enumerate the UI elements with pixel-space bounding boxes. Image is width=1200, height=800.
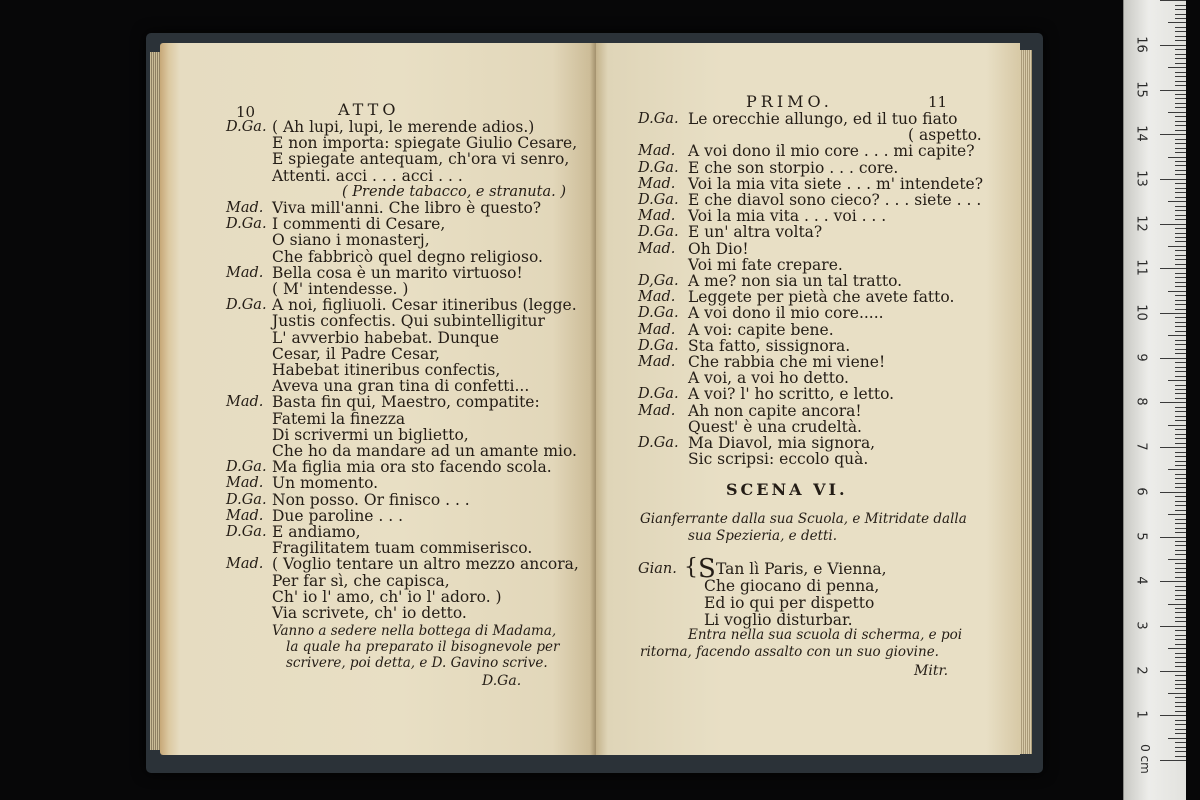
speaker-label: D.Ga. <box>226 491 267 508</box>
ruler-tick <box>1175 371 1186 372</box>
text-line: ( Voglio tentare un altro mezzo ancora, <box>272 555 579 574</box>
ruler-tick <box>1175 197 1186 198</box>
ruler-tick <box>1175 304 1186 305</box>
ruler-tick <box>1175 429 1186 430</box>
ruler-tick <box>1175 411 1186 412</box>
speaker-label: Mad. <box>638 289 676 306</box>
ruler-tick <box>1175 31 1186 32</box>
ruler-tick <box>1175 237 1186 238</box>
ruler-tick <box>1175 295 1186 296</box>
ruler-tick <box>1168 469 1186 470</box>
text-line: A me? non sia un tal tratto. <box>688 272 903 290</box>
text-line: Attenti. acci . . . acci . . . <box>272 166 463 185</box>
speaker-label: D.Ga. <box>638 159 679 176</box>
ruler-tick <box>1175 563 1186 564</box>
ruler-tick <box>1175 434 1186 435</box>
text-line: A voi, a voi ho detto. <box>688 369 849 388</box>
ruler-number: 2 <box>1133 665 1149 675</box>
ruler-tick <box>1175 452 1186 453</box>
ruler-tick <box>1168 335 1186 336</box>
text-line: Le orecchie allungo, ed il tuo fiato <box>688 110 958 128</box>
ruler-tick <box>1175 130 1186 131</box>
ruler-tick <box>1160 313 1186 314</box>
ruler-tick <box>1175 183 1186 184</box>
ruler-tick <box>1175 161 1186 162</box>
ruler-tick <box>1175 277 1186 278</box>
ruler-tick <box>1175 532 1186 533</box>
text-line: Voi la mia vita . . . voi . . . <box>688 207 887 226</box>
text-line: Voi mi fate crepare. <box>688 255 843 274</box>
ruler-tick <box>1175 528 1186 529</box>
text-line: Fatemi la finezza <box>272 409 406 428</box>
speaker-label: D.Ga. <box>226 119 267 135</box>
text-line: E non importa: spiegate Giulio Cesare, <box>272 134 578 153</box>
speaker-label: D.Ga. <box>638 224 679 241</box>
ruler-number: 14 <box>1133 125 1149 142</box>
speaker-label: D.Ga. <box>226 459 267 476</box>
text-line: Via scrivete, ch' io detto. <box>272 604 467 622</box>
text-line: Fragilitatem tuam commiserisco. <box>272 539 533 558</box>
ruler-tick <box>1175 389 1186 390</box>
scene-description-line: Gianferrante dalla sua Scuola, e Mitridate dalla <box>640 511 967 527</box>
speaker-label: D.Ga. <box>638 305 679 322</box>
ruler-tick <box>1175 733 1186 734</box>
song-line: Li voglio disturbar. <box>704 611 853 629</box>
ruler-tick <box>1168 22 1186 23</box>
ruler-number: 7 <box>1133 442 1149 451</box>
ruler-tick <box>1168 112 1186 113</box>
ruler-number: 10 <box>1133 304 1149 321</box>
text-line: I commenti di Cesare, <box>272 215 446 234</box>
ruler-tick <box>1168 67 1186 68</box>
text-line: Ah non capite ancora! <box>688 401 862 420</box>
ruler-tick <box>1175 385 1186 386</box>
text-line: L' avverbio habebat. Dunque <box>272 328 499 347</box>
ruler-tick <box>1160 179 1186 180</box>
ruler-tick <box>1175 568 1186 569</box>
text-line: Non posso. Or finisco . . . <box>272 490 470 509</box>
ruler-number: 16 <box>1133 36 1149 53</box>
ruler-tick <box>1160 760 1186 761</box>
ruler-tick <box>1175 742 1186 743</box>
text-line: Che rabbia che mi viene! <box>688 353 886 371</box>
ruler-tick <box>1175 58 1186 59</box>
ruler-tick <box>1175 103 1186 104</box>
ruler-tick <box>1175 697 1186 698</box>
song-line: Tan lì Paris, e Vienna, <box>716 560 887 578</box>
text-line: A noi, figliuoli. Cesar itineribus (legge. <box>272 296 577 315</box>
ruler-tick <box>1175 747 1186 748</box>
ruler-tick <box>1175 644 1186 645</box>
ruler-tick <box>1175 349 1186 350</box>
ruler-tick <box>1175 148 1186 149</box>
stage-direction-line: ritorna, facendo assalto con un suo giovine. <box>640 644 939 660</box>
ruler-tick <box>1175 751 1186 752</box>
ruler-tick <box>1175 5 1186 6</box>
ruler-tick <box>1175 331 1186 332</box>
ruler-tick <box>1175 309 1186 310</box>
ruler-tick <box>1175 76 1186 77</box>
ruler-tick <box>1175 639 1186 640</box>
ruler-tick <box>1175 461 1186 462</box>
text-line: Sic scripsi: eccolo quà. <box>688 450 869 469</box>
ruler-tick <box>1175 487 1186 488</box>
ruler-tick <box>1175 228 1186 229</box>
ruler-number: 11 <box>1133 259 1149 277</box>
ruler-tick <box>1168 738 1186 739</box>
text-line: E andiamo, <box>272 523 361 541</box>
ruler-tick <box>1168 425 1186 426</box>
ruler-tick <box>1168 380 1186 381</box>
speaker-label: Mad. <box>226 475 264 492</box>
ruler-tick <box>1175 27 1186 28</box>
text-line: Quest' è una crudeltà. <box>688 417 862 436</box>
ruler-tick <box>1175 420 1186 421</box>
text-line: Ch' io l' amo, ch' io l' adoro. ) <box>272 587 502 606</box>
ruler-tick <box>1175 273 1186 274</box>
text-line: Ma figlia mia ora sto facendo scola. <box>272 458 552 477</box>
ruler-tick <box>1175 54 1186 55</box>
ruler-tick <box>1175 344 1186 345</box>
ruler-tick <box>1175 81 1186 82</box>
ruler-tick <box>1175 630 1186 631</box>
stage-direction-line: Vanno a sedere nella bottega di Madama, <box>272 623 557 640</box>
ruler-number: 3 <box>1133 621 1149 630</box>
ruler-tick <box>1175 617 1186 618</box>
ruler-tick <box>1175 688 1186 689</box>
ruler-tick <box>1175 478 1186 479</box>
ruler-tick <box>1175 608 1186 609</box>
ruler-tick <box>1175 523 1186 524</box>
ruler-tick <box>1175 595 1186 596</box>
ruler-tick <box>1175 577 1186 578</box>
speaker-label: D,Ga. <box>638 273 679 289</box>
ruler-tick <box>1175 443 1186 444</box>
speaker-label: D.Ga. <box>226 524 267 540</box>
ruler-tick <box>1175 474 1186 475</box>
ruler-number: 1 <box>1133 710 1149 719</box>
ruler-tick <box>1168 559 1186 560</box>
speaker-label: Mad. <box>638 240 676 257</box>
ruler-tick <box>1160 90 1186 91</box>
text-line: Justis confectis. Qui subintelligitur <box>272 312 545 331</box>
text-line: E spiegate antequam, ch'ora vi senro, <box>272 150 570 169</box>
ruler-tick <box>1175 14 1186 15</box>
text-line: Sta fatto, sissignora. <box>688 336 851 355</box>
speaker-label: D.Ga. <box>226 216 267 233</box>
ruler-tick <box>1175 286 1186 287</box>
ruler-tick <box>1160 715 1186 716</box>
ruler-tick <box>1175 322 1186 323</box>
text-line: Due paroline . . . <box>272 506 404 525</box>
ruler-tick <box>1175 210 1186 211</box>
ruler-tick <box>1168 604 1186 605</box>
speaker-label: Mad. <box>226 264 264 281</box>
ruler-tick <box>1175 85 1186 86</box>
ruler-tick <box>1160 537 1186 538</box>
text-line: Che ho da mandare ad un amante mio. <box>272 442 577 460</box>
ruler-number: 13 <box>1133 170 1149 187</box>
ruler-tick <box>1175 438 1186 439</box>
ruler-tick <box>1175 192 1186 193</box>
text-line: Bella cosa è un marito virtuoso! <box>272 263 523 282</box>
ruler-tick <box>1160 134 1186 135</box>
ruler-tick <box>1175 282 1186 283</box>
ruler-tick <box>1175 501 1186 502</box>
ruler-tick <box>1175 612 1186 613</box>
ruler-tick <box>1175 125 1186 126</box>
ruler-tick <box>1175 590 1186 591</box>
ruler-tick <box>1175 40 1186 41</box>
ruler-tick <box>1160 581 1186 582</box>
ruler-tick <box>1175 572 1186 573</box>
ruler-tick <box>1175 259 1186 260</box>
ruler-tick <box>1175 729 1186 730</box>
ruler-tick <box>1175 702 1186 703</box>
right-page-number: 11 <box>928 93 948 111</box>
ruler-number: 6 <box>1133 487 1149 496</box>
text-line: Aveva una gran tina di confetti... <box>272 377 530 396</box>
speaker-label: D.Ga. <box>638 111 679 127</box>
speaker-label: Mad. <box>226 200 264 216</box>
ruler-tick <box>1175 36 1186 37</box>
ruler-tick <box>1175 657 1186 658</box>
ruler-tick <box>1175 340 1186 341</box>
ruler-tick <box>1175 545 1186 546</box>
ruler-tick <box>1175 250 1186 251</box>
ruler-tick <box>1175 300 1186 301</box>
text-line: Voi la mia vita siete . . . m' intendete? <box>688 174 984 193</box>
ruler-tick <box>1175 586 1186 587</box>
stage-direction-line: scrivere, poi detta, e D. Gavino scrive. <box>286 655 548 672</box>
ruler-tick <box>1175 63 1186 64</box>
text-line: Per far sì, che capisca, <box>272 571 450 590</box>
text-line: A voi dono il mio core..... <box>688 304 884 323</box>
ruler-tick <box>1175 483 1186 484</box>
ruler-tick <box>1175 121 1186 122</box>
text-line: A voi dono il mio core . . . mi capite? <box>688 142 975 161</box>
ruler-tick <box>1175 550 1186 551</box>
ruler-unit-label: 0 cm <box>1137 744 1152 774</box>
speaker-label: Mad. <box>226 394 264 411</box>
ruler-tick <box>1175 170 1186 171</box>
ruler-tick <box>1175 72 1186 73</box>
catchword: Mitr. <box>914 663 949 679</box>
ruler-tick <box>1175 554 1186 555</box>
ruler-tick <box>1175 621 1186 622</box>
ruler-tick <box>1175 456 1186 457</box>
ruler-tick <box>1175 143 1186 144</box>
text-line: Oh Dio! <box>688 239 749 258</box>
text-line: Che fabbricò quel degno religioso. <box>272 247 543 266</box>
ruler-tick <box>1168 693 1186 694</box>
text-line: A voi? l' ho scritto, e letto. <box>688 385 895 404</box>
scene-description-line: sua Spezieria, e detti. <box>688 528 838 544</box>
left-page-number: 10 <box>236 103 256 121</box>
text-line: Leggete per pietà che avete fatto. <box>688 288 955 307</box>
ruler-tick <box>1175 720 1186 721</box>
text-line: Basta fin qui, Maestro, compatite: <box>272 393 540 412</box>
speaker-label: Mad. <box>638 143 676 160</box>
ruler-tick <box>1160 224 1186 225</box>
speaker-label: Mad. <box>638 402 676 419</box>
ruler-tick <box>1175 599 1186 600</box>
text-line: O siano i monasterj, <box>272 231 430 250</box>
ruler-tick <box>1168 514 1186 515</box>
ruler-tick <box>1175 653 1186 654</box>
text-line: ( Ah lupi, lupi, le merende adios.) <box>272 118 535 136</box>
measuring-ruler <box>1123 0 1186 800</box>
ruler-number: 9 <box>1133 353 1149 362</box>
ruler-tick <box>1175 353 1186 354</box>
ruler-tick <box>1175 416 1186 417</box>
ruler-tick <box>1175 407 1186 408</box>
ruler-tick <box>1175 465 1186 466</box>
ruler-tick <box>1160 402 1186 403</box>
text-line: E un' altra volta? <box>688 223 823 242</box>
ruler-tick <box>1175 680 1186 681</box>
ruler-tick <box>1175 666 1186 667</box>
ruler-tick <box>1168 246 1186 247</box>
ruler-tick <box>1160 358 1186 359</box>
text-line: ( M' intendesse. ) <box>272 280 409 298</box>
speaker-label: Mad. <box>638 208 676 225</box>
left-running-head: ATTO <box>338 100 400 119</box>
ruler-tick <box>1175 18 1186 19</box>
ruler-tick <box>1160 626 1186 627</box>
ruler-tick <box>1175 49 1186 50</box>
ruler-tick <box>1175 662 1186 663</box>
speaker-label: D.Ga. <box>226 297 267 314</box>
right-page-edges <box>1020 50 1032 754</box>
ruler-tick <box>1168 291 1186 292</box>
ruler-tick <box>1160 268 1186 269</box>
ruler-tick <box>1175 326 1186 327</box>
ruler-tick <box>1175 174 1186 175</box>
text-line: E che son storpio . . . core. <box>688 158 899 177</box>
ruler-number: 12 <box>1133 214 1149 232</box>
speaker-label: D.Ga. <box>638 192 679 208</box>
ruler-tick <box>1175 505 1186 506</box>
brace-glyph: { <box>684 555 698 580</box>
ruler-tick <box>1175 510 1186 511</box>
scene-title: SCENA VI. <box>726 480 848 499</box>
ruler-tick <box>1175 264 1186 265</box>
ruler-tick <box>1175 635 1186 636</box>
speaker-label: Mad. <box>638 175 676 192</box>
text-line: Ma Diavol, mia signora, <box>688 434 876 452</box>
ruler-tick <box>1175 116 1186 117</box>
ruler-tick <box>1168 201 1186 202</box>
text-line: ( aspetto. <box>908 126 982 145</box>
ruler-tick <box>1168 157 1186 158</box>
ruler-tick <box>1160 0 1186 1</box>
ruler-tick <box>1175 711 1186 712</box>
ruler-tick <box>1175 541 1186 542</box>
stage-direction-line: la quale ha preparato il bisognevole per <box>286 639 560 656</box>
ruler-tick <box>1175 684 1186 685</box>
speaker-label: D.Ga. <box>638 337 679 354</box>
ruler-tick <box>1175 139 1186 140</box>
speaker-label: Mad. <box>226 507 264 524</box>
ruler-number: 4 <box>1133 576 1149 585</box>
ruler-tick <box>1175 496 1186 497</box>
ruler-tick <box>1175 675 1186 676</box>
ruler-tick <box>1175 519 1186 520</box>
ruler-tick <box>1175 376 1186 377</box>
ruler-tick <box>1175 165 1186 166</box>
ruler-tick <box>1175 393 1186 394</box>
right-page <box>596 43 1020 755</box>
ruler-tick <box>1175 94 1186 95</box>
ruler-tick <box>1160 492 1186 493</box>
speaker-label: Mad. <box>638 354 676 370</box>
text-line: A voi: capite bene. <box>688 320 834 339</box>
ruler-tick <box>1175 98 1186 99</box>
text-line: Habebat itineribus confectis, <box>272 361 501 379</box>
ruler-tick <box>1160 45 1186 46</box>
text-line: Viva mill'anni. Che libro è questo? <box>272 199 542 217</box>
ruler-tick <box>1175 317 1186 318</box>
text-line: Un momento. <box>272 474 379 493</box>
ruler-number: 15 <box>1133 80 1149 98</box>
ruler-tick <box>1175 215 1186 216</box>
ruler-tick <box>1160 447 1186 448</box>
text-line: E che diavol sono cieco? . . . siete . . . <box>688 191 982 209</box>
ruler-tick <box>1175 188 1186 189</box>
text-line: Di scrivermi un biglietto, <box>272 425 469 444</box>
speaker-label: D.Ga. <box>638 435 679 451</box>
ruler-tick <box>1175 241 1186 242</box>
ruler-tick <box>1175 398 1186 399</box>
text-line: ( Prende tabacco, e stranuta. ) <box>342 183 566 200</box>
ruler-number: 8 <box>1133 397 1149 407</box>
song-line: Ed io qui per dispetto <box>704 594 875 612</box>
ruler-tick <box>1175 756 1186 757</box>
ruler-number: 5 <box>1133 531 1149 541</box>
ruler-tick <box>1175 255 1186 256</box>
song-line: Che giocano di penna, <box>704 577 880 595</box>
ruler-tick <box>1175 706 1186 707</box>
ruler-tick <box>1175 362 1186 363</box>
right-running-head: PRIMO. <box>746 92 833 111</box>
ruler-tick <box>1175 206 1186 207</box>
ruler-tick <box>1175 367 1186 368</box>
ruler-tick <box>1175 233 1186 234</box>
catchword: D.Ga. <box>482 673 522 690</box>
ruler-tick <box>1175 152 1186 153</box>
left-page <box>160 43 596 755</box>
speaker-label: Mad. <box>226 556 264 573</box>
left-page-edges <box>150 52 160 750</box>
stage-direction-line: Entra nella sua scuola di scherma, e poi <box>688 627 963 643</box>
ruler-tick <box>1175 107 1186 108</box>
ruler-tick <box>1160 671 1186 672</box>
drop-cap: S <box>698 554 716 584</box>
speaker-label: Mad. <box>638 321 676 338</box>
ruler-tick <box>1168 648 1186 649</box>
speaker-label: Gian. <box>638 561 677 577</box>
ruler-tick <box>1175 219 1186 220</box>
ruler-tick <box>1175 9 1186 10</box>
ruler-tick <box>1175 724 1186 725</box>
speaker-label: D.Ga. <box>638 386 679 403</box>
text-line: Cesar, il Padre Cesar, <box>272 344 440 363</box>
